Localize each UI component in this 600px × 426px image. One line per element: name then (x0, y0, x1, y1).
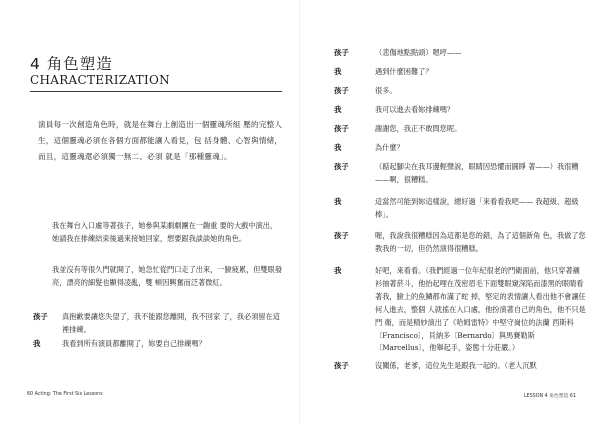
dialogue-line: 沒關係，老爹，這位先生是跟我一起的。（老人沉默 (375, 361, 537, 370)
dialogue-line: 真抱歉要讓您失望了，我不能跟您離開，我不回家 了，我必須留在這裡排練。 (62, 312, 280, 334)
speaker-label: 孩子 (334, 124, 349, 133)
narrative-paragraph: 我並沒有等很久門就開了，她急忙從門口走了出來，一臉疲累，但雙眼發亮，漂亮的細髮也顯得凌亂，雙 頰因興奮而泛著微紅。 (52, 265, 283, 287)
speaker-label: 我 (334, 266, 342, 275)
speaker-label: 孩子 (334, 361, 349, 370)
page-footer: LESSON 4 角色塑造 61 (523, 394, 576, 399)
dialogue-line: 為什麼？ (375, 143, 404, 152)
right-page (300, 0, 600, 426)
dialogue-line: 好吧，來看看。（我們經過一位年紀很老的門衛面前，他只穿著襯衫抽著菸斗，他抬起哩在茂密眉毛下面雙眼窺深陷而漆黑的眼睛看著我，臉上的魚鱗都布滿了蛇 掉，堅定的表情讓人看出他不會讓任何人進去，整個 人就搖在入口處，他扮演著自己的角色，他不只是門 衛，而是精妙演出了《哈姆雷特》中堅守崗位的法蘭 西斯科〔Francisco〕，貝納多〔Bernardo〕與馬賽勒斯 〔Marcellus〕，他舉起手，姿態十分莊嚴。） (375, 266, 586, 353)
speaker-label: 我 (334, 67, 342, 76)
dialogue-line: 這當然可能到妳這樣說，總好過「來看看我吧—— 我超級、超級棒」。 (375, 197, 579, 219)
speaker-label: 我 (33, 339, 41, 348)
chapter-subtitle: CHARACTERIZATION (30, 73, 170, 87)
chapter-rule (30, 91, 282, 92)
dialogue-line: （悲傷地點點頭）嗯哼—— (375, 48, 462, 57)
speaker-label: 孩子 (334, 231, 349, 240)
narrative-paragraph: 我在舞台入口處等著孩子，她參與某劇劇團在一齣重 要的大戲中演出，她請我在排練結束後過來接她回家，想要跟我談談她的角色。 (52, 221, 278, 243)
speaker-label: 我 (334, 105, 342, 114)
dialogue-line: 我看到所有演員都離開了，妳要自己排練嗎？ (62, 339, 206, 348)
speaker-label: 我 (334, 143, 342, 152)
dialogue-line: （踮起腳尖在我耳邊輕聲說，眼睛因恐懼而圓睜 著——）我很糟——啊，很糟糕。 (375, 162, 579, 184)
page-footer: 60 Acting: The First Six Lessons (27, 392, 103, 397)
speaker-label: 孩子 (334, 162, 349, 171)
dialogue-line: 很多。 (375, 86, 397, 95)
dialogue-line: 謝謝您，我正不敢問您呢。 (375, 124, 462, 133)
speaker-label: 孩子 (334, 86, 349, 95)
dialogue-line: 我可以進去看妳排練嗎？ (375, 105, 455, 114)
dialogue-line: 遇到什麼困難了？ (375, 67, 433, 76)
chapter-title: 4 角色塑造 (30, 55, 113, 73)
speaker-label: 孩子 (33, 312, 48, 321)
intro-paragraph: 演員每一次創造角色時，就是在舞台上創造出一個靈魂所組 壓的完整人生，這個靈魂必須在各個方面都能讓人看見，包 括身體、心智與情緒，而且，這靈魂還必須獨一無二、必須 就是「那種靈魂」。 (38, 120, 283, 161)
speaker-label: 孩子 (334, 48, 349, 57)
dialogue-line: 喔，我說我很糟糕因為這都是您的錯，為了這個新角 色，我做了您教我的一切，但仍然演得很糟糕。 (375, 231, 586, 253)
speaker-label: 我 (334, 197, 342, 206)
